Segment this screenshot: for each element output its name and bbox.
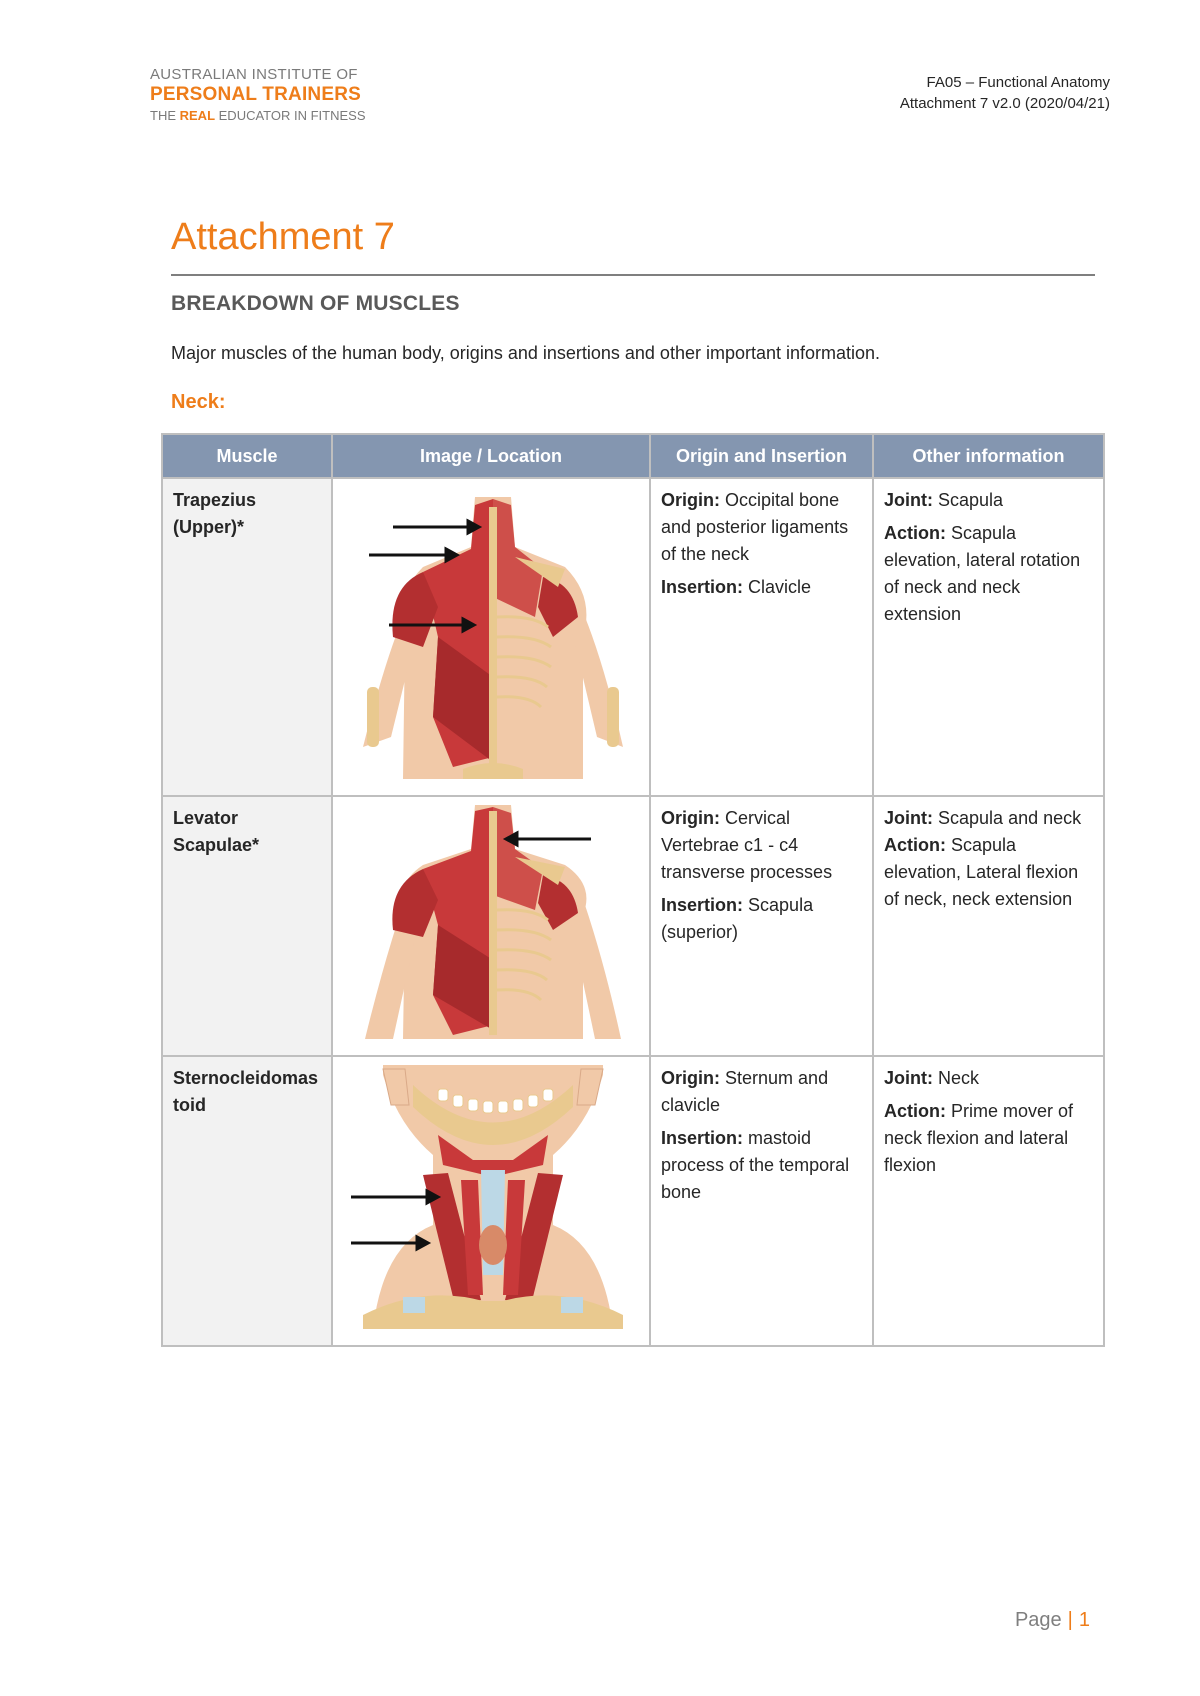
muscle-name-cell: [162, 1056, 332, 1346]
action-label: Action:: [884, 835, 946, 855]
table-row: [162, 478, 1104, 796]
joint-action-text: [884, 805, 1093, 913]
back-muscles-image: [343, 487, 643, 779]
tagline-accent: REAL: [179, 108, 216, 123]
page-number: 1: [1078, 1609, 1090, 1631]
origin-label: Origin:: [661, 490, 720, 510]
institute-logo: [150, 66, 390, 126]
course-code: FA05 – Functional Anatomy: [926, 74, 1110, 91]
origin-text: [661, 487, 862, 568]
action-value: Scapula elevation, Lateral flexion of neck, neck extension: [884, 835, 1079, 909]
action-text: [884, 1098, 1093, 1179]
joint-text: [884, 1065, 1093, 1092]
origin-insertion-cell: [650, 796, 873, 1056]
logo-tagline: [150, 106, 390, 126]
insertion-text: [661, 1125, 862, 1206]
joint-value: Neck: [938, 1068, 980, 1088]
origin-value: Sternum and clavicle: [661, 1068, 829, 1115]
trapezius-illustration: [332, 478, 650, 796]
muscle-name: Sternocleidomastoid: [173, 1068, 319, 1115]
intro-text: Major muscles of the human body, origins and insertions and other important information.: [171, 343, 881, 363]
origin-label: Origin:: [661, 808, 720, 828]
subsection-heading: Neck:: [171, 391, 226, 413]
muscle-name: Levator Scapulae*: [173, 808, 260, 855]
other-info-cell: [873, 1056, 1104, 1346]
joint-label: Joint:: [884, 1068, 933, 1088]
action-text: [884, 520, 1093, 628]
muscle-table: [161, 433, 1105, 1347]
levator-scapulae-illustration: [332, 796, 650, 1056]
action-value: Scapula elevation, lateral rotation of neck and neck extension: [884, 523, 1081, 624]
origin-value: Occipital bone and posterior ligaments of the neck: [661, 490, 849, 564]
insertion-value: Scapula (superior): [661, 895, 814, 942]
tagline-post: EDUCATOR IN FITNESS: [218, 108, 366, 123]
muscle-name: Trapezius (Upper)*: [173, 490, 257, 537]
muscle-name-cell: [162, 796, 332, 1056]
document-version: Attachment 7 v2.0 (2020/04/21): [899, 95, 1110, 112]
joint-value: Scapula: [938, 490, 1004, 510]
col-header-image: Image / Location: [332, 434, 650, 478]
section-heading: BREAKDOWN OF MUSCLES: [171, 292, 460, 315]
joint-value: Scapula and neck: [938, 808, 1082, 828]
sternocleidomastoid-illustration: [332, 1056, 650, 1346]
title-divider: [171, 274, 1095, 276]
col-header-other: Other information: [873, 434, 1104, 478]
insertion-label: Insertion:: [661, 577, 744, 597]
page-footer: [1015, 1609, 1090, 1632]
page-title: Attachment 7: [171, 216, 395, 258]
action-label: Action:: [884, 1101, 946, 1121]
joint-label: Joint:: [884, 490, 933, 510]
action-label: Action:: [884, 523, 946, 543]
insertion-text: [661, 574, 862, 601]
origin-insertion-cell: [650, 1056, 873, 1346]
logo-line-2: PERSONAL TRAINERS: [150, 84, 362, 105]
insertion-value: mastoid process of the temporal bone: [661, 1128, 850, 1202]
col-header-origin: Origin and Insertion: [650, 434, 873, 478]
other-info-cell: [873, 478, 1104, 796]
joint-text: [884, 487, 1093, 514]
other-info-cell: [873, 796, 1104, 1056]
origin-value: Cervical Vertebrae c1 - c4 transverse processes: [661, 808, 833, 882]
origin-insertion-cell: [650, 478, 873, 796]
col-header-muscle: Muscle: [162, 434, 332, 478]
table-row: [162, 1056, 1104, 1346]
document-header: [900, 72, 1110, 114]
insertion-label: Insertion:: [661, 1128, 744, 1148]
page-label: Page: [1014, 1609, 1062, 1631]
origin-label: Origin:: [661, 1068, 720, 1088]
origin-text: [661, 805, 862, 886]
insertion-value: Clavicle: [748, 577, 812, 597]
insertion-label: Insertion:: [661, 895, 744, 915]
tagline-pre: THE: [150, 108, 176, 123]
neck-anterior-image: [343, 1065, 643, 1329]
footer-separator: |: [1067, 1609, 1073, 1631]
upper-back-image: [343, 805, 643, 1039]
insertion-text: [661, 892, 862, 946]
origin-text: [661, 1065, 862, 1119]
joint-label: Joint:: [884, 808, 933, 828]
muscle-name-cell: [162, 478, 332, 796]
table-row: [162, 796, 1104, 1056]
table-header-row: [162, 434, 1104, 478]
logo-line-1: AUSTRALIAN INSTITUTE OF: [150, 66, 358, 83]
action-value: Prime mover of neck flexion and lateral flexion: [884, 1101, 1074, 1175]
